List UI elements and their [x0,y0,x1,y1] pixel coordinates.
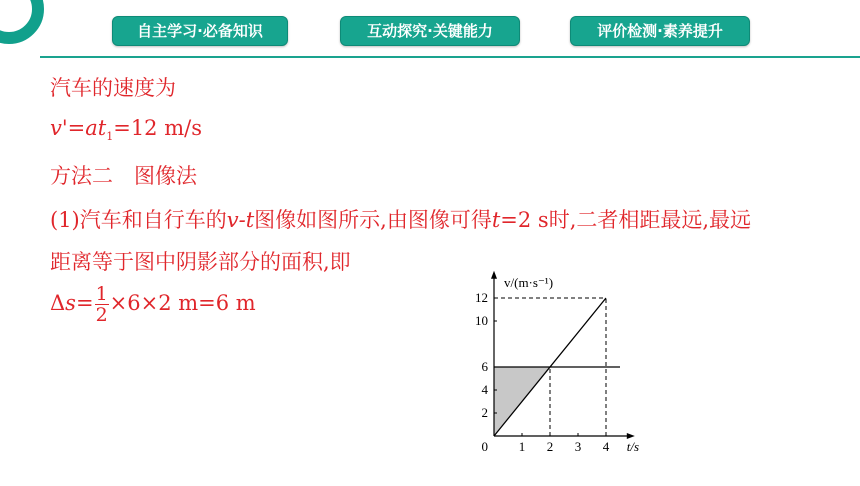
tab-interactive-inquiry[interactable]: 互动探究·关键能力 [340,16,520,46]
var-s: s [65,291,76,315]
delta-symbol: Δ [50,291,66,315]
x-tick-label: 1 [518,439,526,454]
x-tick-label: 3 [574,439,582,454]
y-axis-label: v/(m·s⁻¹) [504,274,554,290]
text-part: (1)汽车和自行车的 [50,208,227,232]
y-tick-label: 2 [481,405,488,420]
text-part: =2 s时,二者相距最远,最远 [500,208,752,232]
text-part: 图像如图所示,由图像可得 [254,208,492,232]
text-line-6 [50,284,256,325]
y-tick-label: 4 [481,382,488,397]
x-tick-label: 4 [602,439,610,454]
y-tick-label: 6 [481,359,488,374]
y-tick-label: 12 [475,290,488,305]
eq-sign: = [67,116,86,140]
text-line-5: 距离等于图中阴影部分的面积,即 [50,250,351,274]
y-tick-label: 10 [475,313,488,328]
tab-self-study[interactable]: 自主学习·必备知识 [112,16,288,46]
var-at: at [85,116,107,140]
subscript-1: 1 [106,130,114,144]
corner-ring-decoration [0,0,44,44]
tab-evaluation[interactable]: 评价检测·素养提升 [570,16,750,46]
fraction-denominator: 2 [95,304,108,326]
area-result: ×6×2 m=6 m [109,291,256,315]
x-axis-label: t/s [626,439,640,454]
y-axis-arrow [491,271,497,279]
text-line-3: 方法二 图像法 [50,164,197,188]
text-line-2 [50,116,202,143]
x-tick-label: 2 [546,439,554,454]
text-line-1: 汽车的速度为 [50,76,176,100]
origin-label: 0 [481,439,488,454]
eq-sign: = [75,291,94,315]
text-line-4 [50,204,751,234]
var-v-prime: v' [50,116,68,140]
var-t: t [491,208,501,232]
var-vt: v-t [226,208,255,232]
vt-graph [470,262,680,462]
speed-value: =12 m/s [113,116,202,140]
fraction-one-half [95,284,109,325]
fraction-numerator: 1 [95,283,108,305]
header-divider [40,56,860,58]
